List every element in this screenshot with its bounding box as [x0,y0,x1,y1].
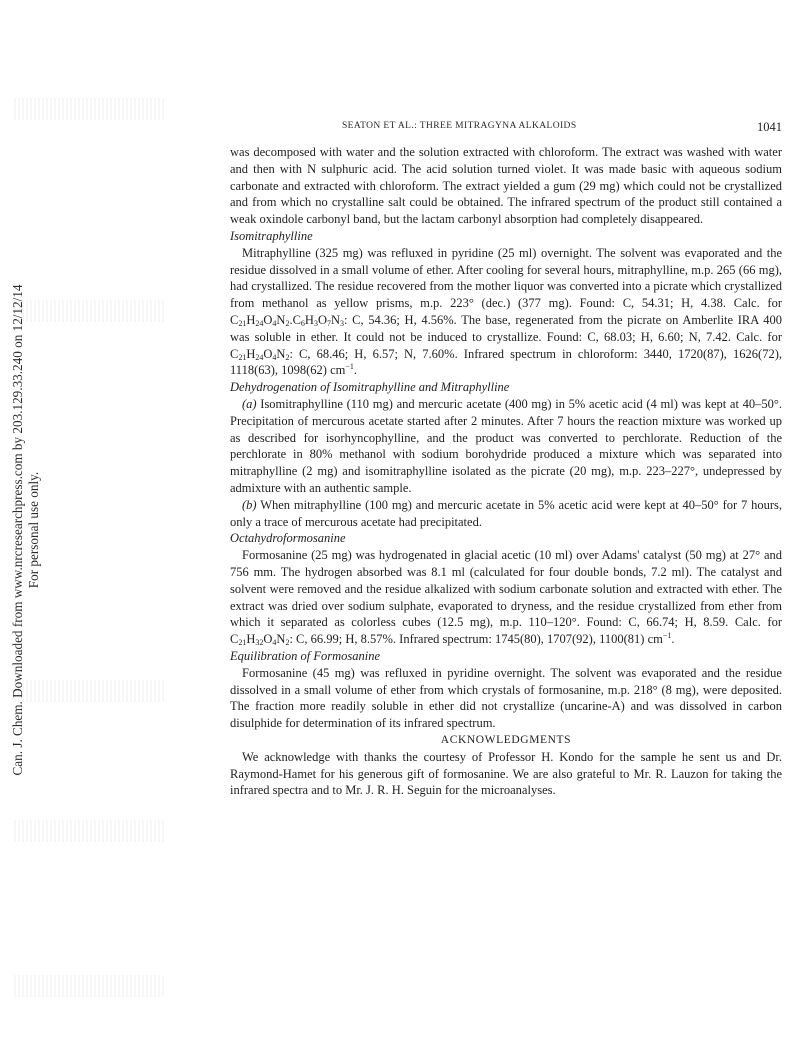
page-header [230,121,782,139]
scan-speckle [14,975,164,997]
section-heading: Isomitraphylline [230,228,313,243]
running-head: SEATON ET AL.: THREE MITRAGYNA ALKALOIDS [342,121,577,131]
paragraph [230,396,782,497]
paragraph-text: Isomitraphylline (110 mg) and mercuric acetate (400 mg) in 5% acetic acid (4 ml) was kept at 40–50°. Precipitation of mercurous acetate started after 2 minutes. After 7 hours the reaction mixture was worked up as described for isorhyncophylline, and the product was converted to perchlorate. Reduction of the perchlorate in 80% methanol with sodium borohydride produced a mixture which was separated into mitraphylline (2 mg) and isomitraphylline isolated as the picrate (20 mg), m.p. 223–227°, undepressed by admixture with an authentic sample. [230,396,782,495]
paragraph [230,245,782,379]
chemical-formula: $C_{21}H_{24}O_4N_2.C_6H_3O_7N_3$ [230,312,344,328]
watermark-line-1: Can. J. Chem. Downloaded from www.nrcresearchpress.com by 203.129.33.240 on 12/12/14 [10,284,25,776]
acknowledgments-heading: ACKNOWLEDGMENTS [440,733,572,746]
paragraph-text: : C, 54.36; H, 4.56%. The base, regenerated from the picrate on Amberlite IRA 400 was soluble in ether. It could not be induced to crystallize. Found: C, 68.03; H, 6.60; N, 7.42. Calc. for [230,312,782,344]
unit-exponent: −1 [345,362,354,372]
paragraph [230,497,782,531]
paragraph [230,144,782,228]
page-number: 1041 [757,120,782,134]
paragraph-text: We acknowledge with thanks the courtesy of Professor H. Kondo for the sample he sent us and Dr. Raymond-Hamet for his generous gift of formosanine. We are also grateful to Mr. R. Lauzon for taking the infrared spectra and to Mr. J. R. H. Seguin for the microanalyses. [230,749,782,798]
paragraph-text: was decomposed with water and the solution extracted with chloroform. The extract was washed with water and then with N sulphuric acid. The acid solution turned violet. It was made basic with aqueous sodium carbonate and extracted with chloroform. The extract yielded a gum (29 mg) which could not be crystallized and from which no crystalline salt could be obtained. The infrared spectrum of the product still contained a weak oxindole carbonyl band, but the lactam carbonyl absorption had completely disappeared. [230,145,782,227]
paragraph-text: Formosanine (45 mg) was refluxed in pyridine overnight. The solvent was evaporated and the residue dissolved in a small volume of ether from which crystals of formosanine, m.p. 218° (8 mg), were deposited. The fraction more readily soluble in ether did not crystallize (uncarine-A) and was dissolved in carbon disulphide for determination of its infrared spectrum. [230,665,782,731]
paragraph-text: When mitraphylline (100 mg) and mercuric acetate in 5% acetic acid were kept at 40–50° for 7 hours, only a trace of mercurous acetate had precipitated. [230,497,782,529]
article-body [230,144,782,799]
watermark-line-2: For personal use only. [26,471,41,589]
paragraph-text: Mitraphylline (325 mg) was refluxed in pyridine (25 ml) overnight. The solvent was evaporated and the residue dissolved in a small volume of ether. After cooling for several hours, mitraphylline, m.p. 265 (66 mg), had crystallized. The residue recovered from the mother liquor was converted into a picrate which crystallized from methanol as yellow prisms, m.p. 223° (dec.) (377 mg). Found: C, 54.31; H, 4.38. Calc. for [230,245,782,311]
paragraph [230,547,782,648]
scan-speckle [14,820,164,842]
paragraph-text: : C, 68.46; H, 6.57; N, 7.60%. Infrared spectrum in chloroform: 3440, 1720(87), 1626(72), 1118(63), 1098(62) cm [230,346,782,378]
unit-exponent: −1 [662,631,672,641]
scan-speckle [14,98,164,120]
paragraph-text: Formosanine (25 mg) was hydrogenated in glacial acetic (10 ml) over Adams' catalyst (50 mg) at 27° and 756 mm. The hydrogen absorbed was 8.1 ml (calculated for four double bonds, 7.2 ml). The catalyst and solvent were removed and the residue alkalized with sodium carbonate solution and extracted with ether. The extract was dried over sodium sulphate, evaporated to dryness, and the residue crystallized from ether from which it separated as colorless cubes (12.5 mg), m.p. 110–120°. Found: C, 66.74; H, 8.59. Calc. for [230,548,782,630]
section-heading: Octahydroformosanine [230,531,346,546]
paragraph [230,749,782,799]
paragraph-text: . [671,632,675,647]
item-label: (a) [242,396,257,411]
item-label: (b) [242,497,257,512]
download-watermark [10,250,50,810]
chemical-formula: $C_{21}H_{24}O_4N_2$ [230,346,290,362]
chemical-formula: $C_{21}H_{32}O_4N_2$ [230,632,290,648]
paragraph-text: : C, 66.99; H, 8.57%. Infrared spectrum: 1745(80), 1707(92), 1100(81) cm [289,632,663,647]
section-heading: Equilibration of Formosanine [230,648,380,663]
paragraph-text: . [353,363,358,378]
paragraph [230,665,782,732]
section-heading: Dehydrogenation of Isomitraphylline and Mitraphylline [230,380,510,395]
